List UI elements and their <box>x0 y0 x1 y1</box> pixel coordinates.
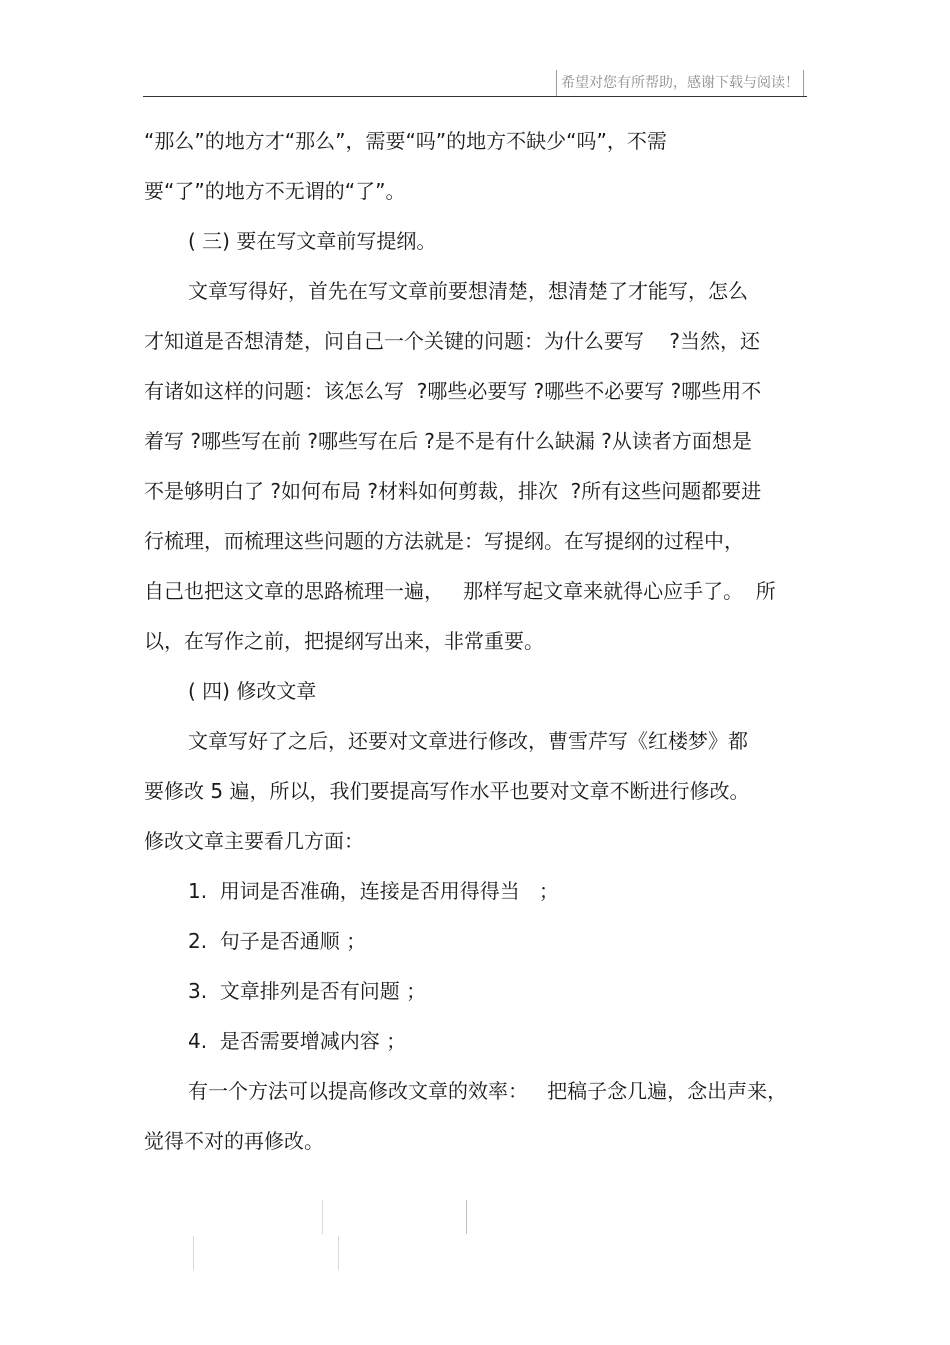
text-line: 修改文章主要看几方面： <box>144 829 364 853</box>
text-line: 要“了”的地方不无谓的“了”。 <box>144 179 406 203</box>
list-item: 1. 用词是否准确，连接是否用得得当 ； <box>188 879 559 903</box>
text-line: 觉得不对的再修改。 <box>144 1129 324 1153</box>
scan-artifact-line <box>466 1200 467 1234</box>
text-line: 文章写得好，首先在写文章前要想清楚，想清楚了才能写，怎么 <box>188 279 748 303</box>
text-line: 不是够明白了 ?如何布局 ?材料如何剪裁，排次 ?所有这些问题都要进 <box>144 479 762 503</box>
header-divider <box>143 96 807 97</box>
text-line: 有诸如这样的问题：该怎么写 ?哪些必要写 ?哪些不必要写 ?哪些用不 <box>144 379 762 403</box>
text-line: 文章写好了之后，还要对文章进行修改，曹雪芹写《红楼梦》都 <box>188 729 748 753</box>
text-line: 有一个方法可以提高修改文章的效率： 把稿子念几遍，念出声来， <box>188 1079 788 1103</box>
scan-artifact-line <box>338 1236 339 1270</box>
header-tagline: 希望对您有所帮助，感谢下载与阅读！ <box>556 70 804 96</box>
list-item: 4. 是否需要增减内容 ； <box>188 1029 407 1053</box>
text-line: “那么”的地方才“那么”，需要“吗”的地方不缺少“吗”，不需 <box>144 129 667 153</box>
section-heading: ( 三) 要在写文章前写提纲。 <box>188 229 437 253</box>
scan-artifact-line <box>322 1200 323 1234</box>
list-item: 2. 句子是否通顺 ； <box>188 929 367 953</box>
scan-artifact-line <box>193 1236 194 1270</box>
text-line: 行梳理，而梳理这些问题的方法就是：写提纲。在写提纲的过程中， <box>144 529 744 553</box>
text-line: 才知道是否想清楚，问自己一个关键的问题：为什么要写 ?当然，还 <box>144 329 761 353</box>
list-item: 3. 文章排列是否有问题 ； <box>188 979 427 1003</box>
text-line: 要修改 5 遍，所以，我们要提高写作水平也要对文章不断进行修改。 <box>144 779 750 803</box>
text-line: 自己也把这文章的思路梳理一遍， 那样写起文章来就得心应手了。 所 <box>144 579 776 603</box>
section-heading: ( 四) 修改文章 <box>188 679 317 703</box>
text-line: 以，在写作之前，把提纲写出来，非常重要。 <box>144 629 544 653</box>
document-body <box>144 120 806 1170</box>
text-line: 着写 ?哪些写在前 ?哪些写在后 ?是不是有什么缺漏 ?从读者方面想是 <box>144 429 752 453</box>
